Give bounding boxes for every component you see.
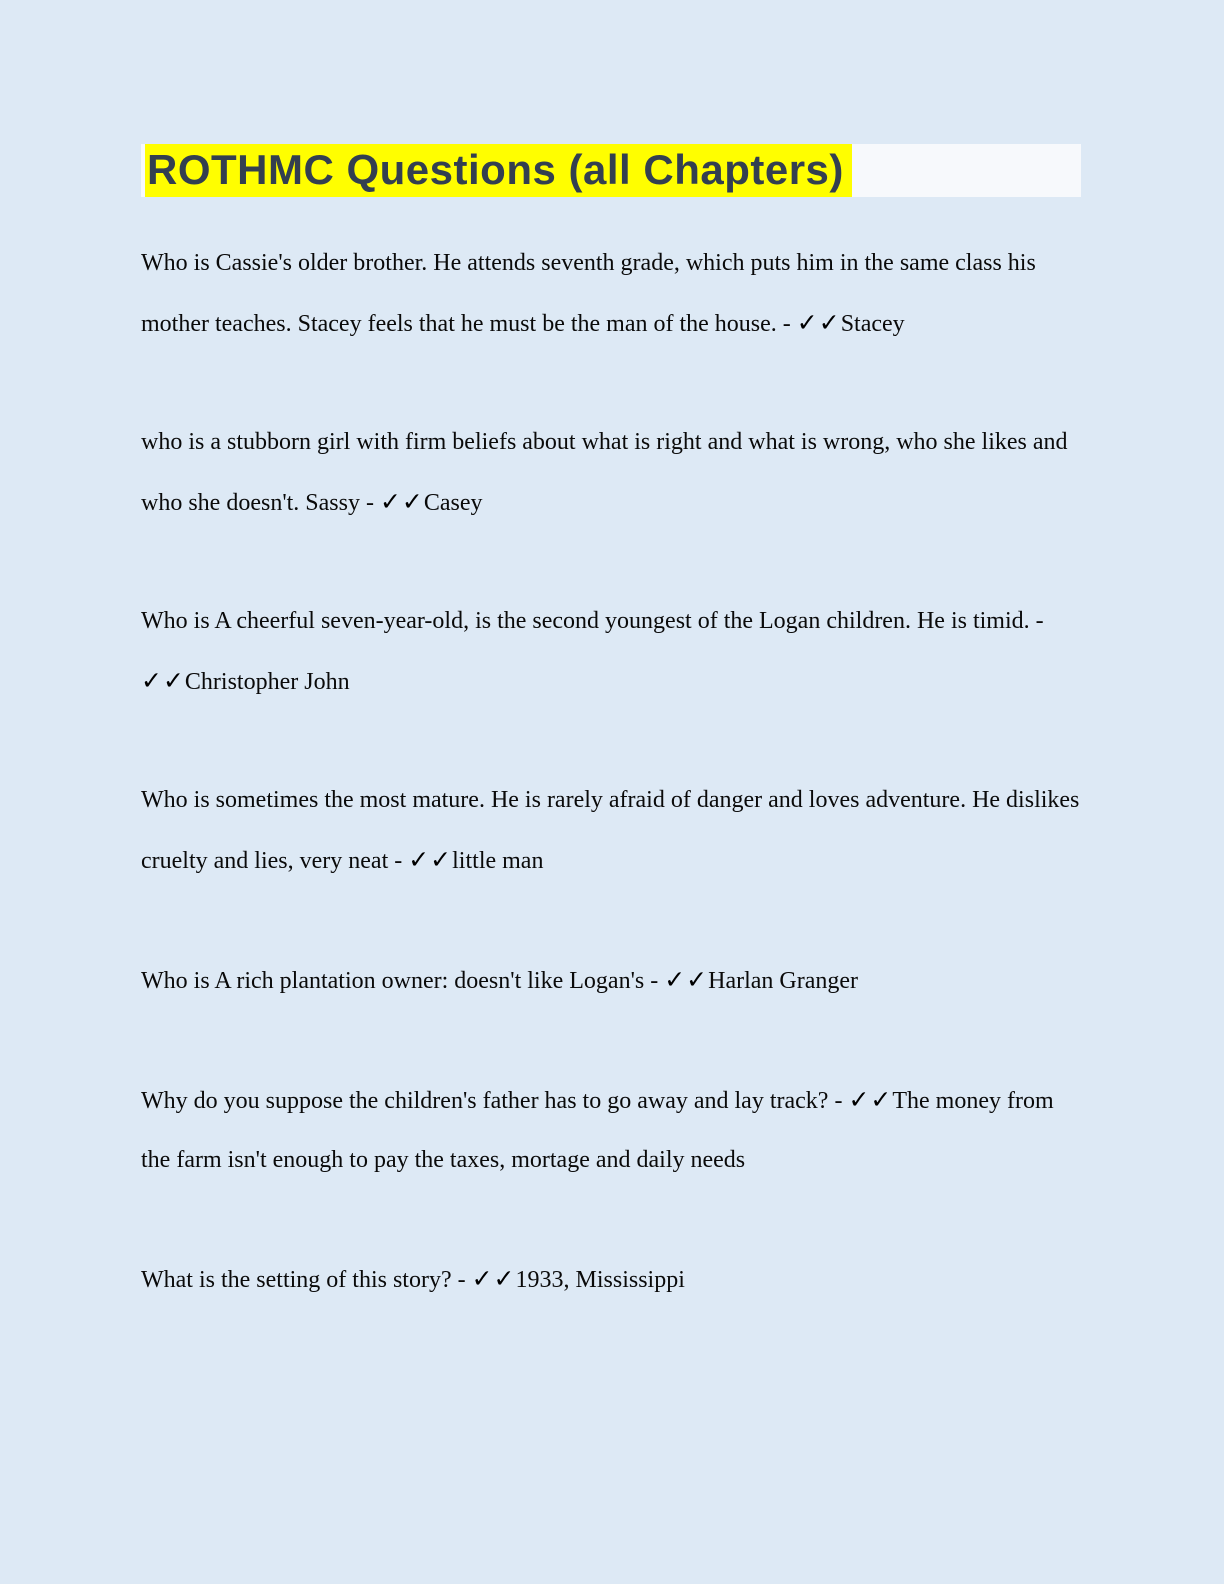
answer-text: 1933, Mississippi — [515, 1267, 685, 1293]
answer-text: little man — [452, 848, 544, 874]
page-title: ROTHMC Questions (all Chapters) — [145, 144, 852, 197]
answer-checkmarks-icon: ✓✓ — [796, 308, 841, 337]
qa-list — [141, 234, 1081, 1310]
question-text: Who is A rich plantation owner: doesn't like Logan's - — [141, 968, 665, 994]
qa-block-4 — [141, 771, 1081, 891]
answer-text: Casey — [423, 490, 483, 516]
qa-block-2 — [141, 413, 1081, 533]
qa-block-5 — [141, 950, 1081, 1011]
answer-checkmarks-icon: ✓✓ — [848, 1085, 893, 1114]
question-text: What is the setting of this story? - — [141, 1267, 472, 1293]
answer-text: Harlan Granger — [708, 968, 859, 994]
qa-block-3 — [141, 592, 1081, 712]
question-text: Who is A cheerful seven-year-old, is the second youngest of the Logan children. He is timid. - — [141, 608, 1044, 634]
qa-block-7 — [141, 1249, 1081, 1310]
question-text: Who is sometimes the most mature. He is rarely afraid of danger and loves adventure. He dislikes cruelty and lies, very neat - — [141, 787, 1080, 874]
question-text: who is a stubborn girl with firm beliefs about what is right and what is wrong, who she likes and who she doesn't. Sassy - — [141, 429, 1068, 516]
title-highlight-tail — [852, 144, 1081, 197]
answer-checkmarks-icon: ✓✓ — [471, 1264, 516, 1293]
qa-block-6 — [141, 1070, 1081, 1190]
question-text: Why do you suppose the children's father has to go away and lay track? - — [141, 1088, 849, 1114]
answer-checkmarks-icon: ✓✓ — [664, 965, 709, 994]
qa-block-1 — [141, 234, 1081, 354]
answer-checkmarks-icon: ✓✓ — [379, 487, 424, 516]
answer-text: Christopher John — [184, 669, 350, 695]
answer-text: Stacey — [840, 311, 905, 337]
answer-text: The money from the farm isn't enough to pay the taxes, mortage and daily needs — [141, 1088, 1054, 1173]
answer-checkmarks-icon: ✓✓ — [408, 845, 453, 874]
answer-checkmarks-icon: ✓✓ — [141, 666, 185, 695]
page-content — [141, 144, 1081, 1369]
question-text: Who is Cassie's older brother. He attends seventh grade, which puts him in the same class his mother teaches. Stacey feels that he must be the man of the house. - — [141, 250, 1036, 337]
title-row — [141, 144, 1081, 197]
